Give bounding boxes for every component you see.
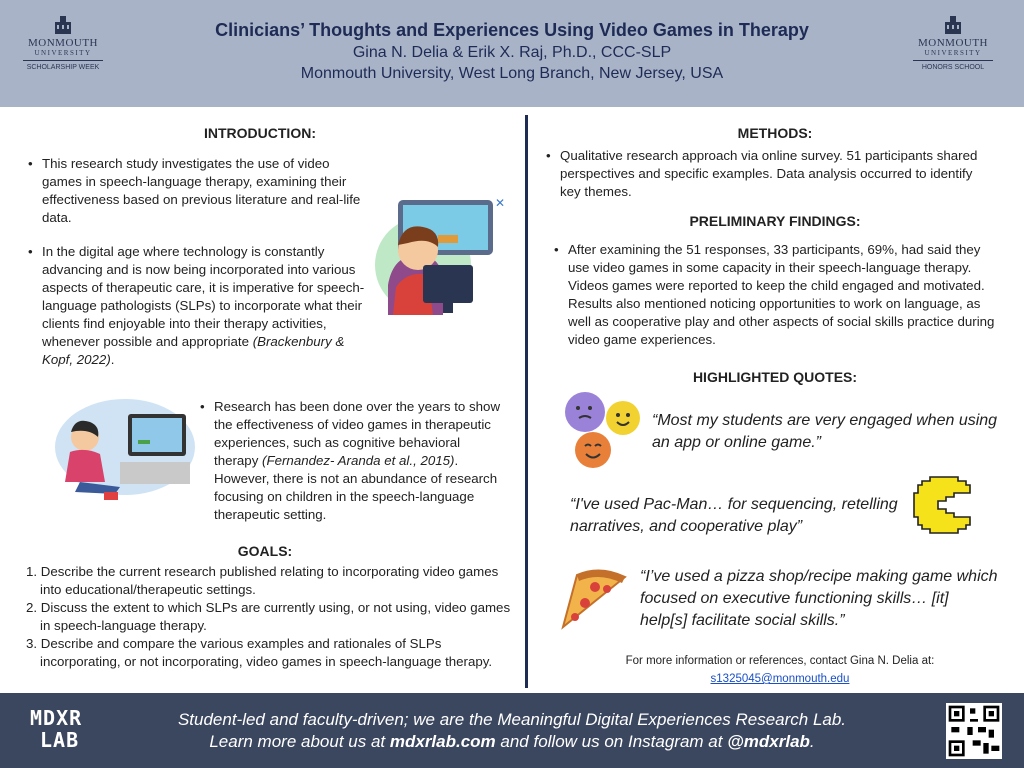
findings-list — [548, 241, 1000, 349]
footer-instagram-handle[interactable]: @mdxrlab — [727, 732, 810, 751]
gamer-kid-illustration — [368, 195, 508, 330]
footer-text — [140, 709, 884, 753]
footer-line-2: Learn more about us at mdxrlab.com and follow us on Instagram at @mdxrlab. — [209, 732, 815, 751]
console-kid-illustration — [40, 392, 195, 517]
goals-list — [22, 563, 512, 671]
pacman-icon — [910, 473, 978, 541]
methods-bullet: • Qualitative research approach via online survey. 51 participants shared perspectives and specific examples. Data analysis occurred to identify key themes. — [540, 147, 990, 201]
building-icon — [942, 14, 964, 36]
quote-2: “I've used Pac-Man… for sequencing, retelling narratives, and cooperative play” — [570, 496, 898, 535]
logo-sub: UNIVERSITY — [34, 49, 92, 57]
intro-bullet-3: • Research has been done over the years to show the effectiveness of video games in therapeutic experiences, such as cognitive behavioral therapy (Fernandez- Aranda et al., 2015). However, there is not an abundance of research focusing on children in the speech-language therapeutic setting. — [194, 398, 504, 524]
poster-title: Clinicians’ Thoughts and Experiences Using Video Games in Therapy — [215, 20, 809, 40]
contact-email-link[interactable]: s1325045@monmouth.edu — [710, 673, 850, 685]
intro-list-3 — [194, 398, 504, 524]
logo-sub: UNIVERSITY — [924, 49, 982, 57]
emoji-faces-icon — [555, 390, 645, 472]
quote-1: “Most my students are very engaged when using an app or online game.” — [652, 412, 998, 451]
pizza-slice-icon — [555, 565, 630, 635]
logo-name: MONMOUTH — [28, 37, 98, 49]
methods-list — [540, 147, 990, 201]
introduction-heading: INTRODUCTION: — [204, 125, 316, 141]
methods-heading: METHODS: — [737, 125, 813, 141]
logo-tag: SCHOLARSHIP WEEK — [26, 64, 100, 71]
findings-bullet: • After examining the 51 responses, 33 participants, 69%, had said they use video games in some capacity in their speech-language therapy. Videos games were reported to keep the child engaged and motivated. Results also mentioned noticing opportunities to work on language, as well as cooperative play and other aspects of social skills practice during video game experiences. — [548, 241, 1000, 349]
intro-list-2 — [22, 243, 370, 369]
mdxr-lab-logo: MDXR LAB — [30, 706, 83, 752]
poster-authors: Gina N. Delia & Erik X. Raj, Ph.D., CCC-SLP — [352, 44, 672, 61]
monmouth-logo-right — [898, 14, 1008, 72]
intro-bullet-2: • In the digital age where technology is constantly advancing and is now being incorporated into various aspects of therapeutic care, it is imperative for speech-language pathologists (SLPs) to incorporate what their clients find enjoyable into their therapy activities, whenever possible and appropriate (Brackenbury & Kopf, 2022). — [22, 243, 370, 369]
contact-info — [560, 652, 1000, 688]
contact-text: For more information or references, contact Gina N. Delia at: — [625, 655, 935, 667]
footer-line-1: Student-led and faculty-driven; we are the Meaningful Digital Experiences Research Lab. — [177, 710, 847, 729]
intro-bullet-1: • This research study investigates the use of video games in speech-language therapy, examining their effectiveness based on previous literature and real-life data. — [22, 155, 372, 227]
quotes-heading: HIGHLIGHTED QUOTES: — [692, 369, 858, 385]
qr-code-icon — [946, 703, 1002, 759]
goal-item-1: 1. Describe the current research published relating to incorporating video games into educational/therapeutic settings. — [26, 564, 499, 597]
logo-tag: HONORS SCHOOL — [921, 64, 985, 71]
findings-heading: PRELIMINARY FINDINGS: — [689, 213, 861, 229]
footer-site-link[interactable]: mdxrlab.com — [389, 732, 496, 751]
column-divider — [525, 115, 528, 688]
intro-list-1 — [22, 155, 372, 227]
goal-item-3: 3. Describe and compare the various examples and rationales of SLPs incorporating, or not incorporating, video games in speech-language therapy. — [26, 636, 493, 669]
quote-3: “I’ve used a pizza shop/recipe making game which focused on executive functioning skills… [it] help[s] facilitate social skills.” — [640, 568, 998, 629]
monmouth-logo-left — [8, 14, 118, 72]
logo-name: MONMOUTH — [918, 37, 988, 49]
svg-text:✕: ✕ — [495, 196, 506, 210]
poster-footer — [0, 693, 1024, 768]
poster-affiliation: Monmouth University, West Long Branch, New Jersey, USA — [300, 65, 724, 82]
goals-heading: GOALS: — [237, 543, 293, 559]
building-icon — [52, 14, 74, 36]
poster-header — [0, 0, 1024, 107]
goal-item-2: 2. Discuss the extent to which SLPs are currently using, or not using, video games in speech-language therapy. — [26, 600, 511, 633]
title-block — [150, 18, 874, 84]
